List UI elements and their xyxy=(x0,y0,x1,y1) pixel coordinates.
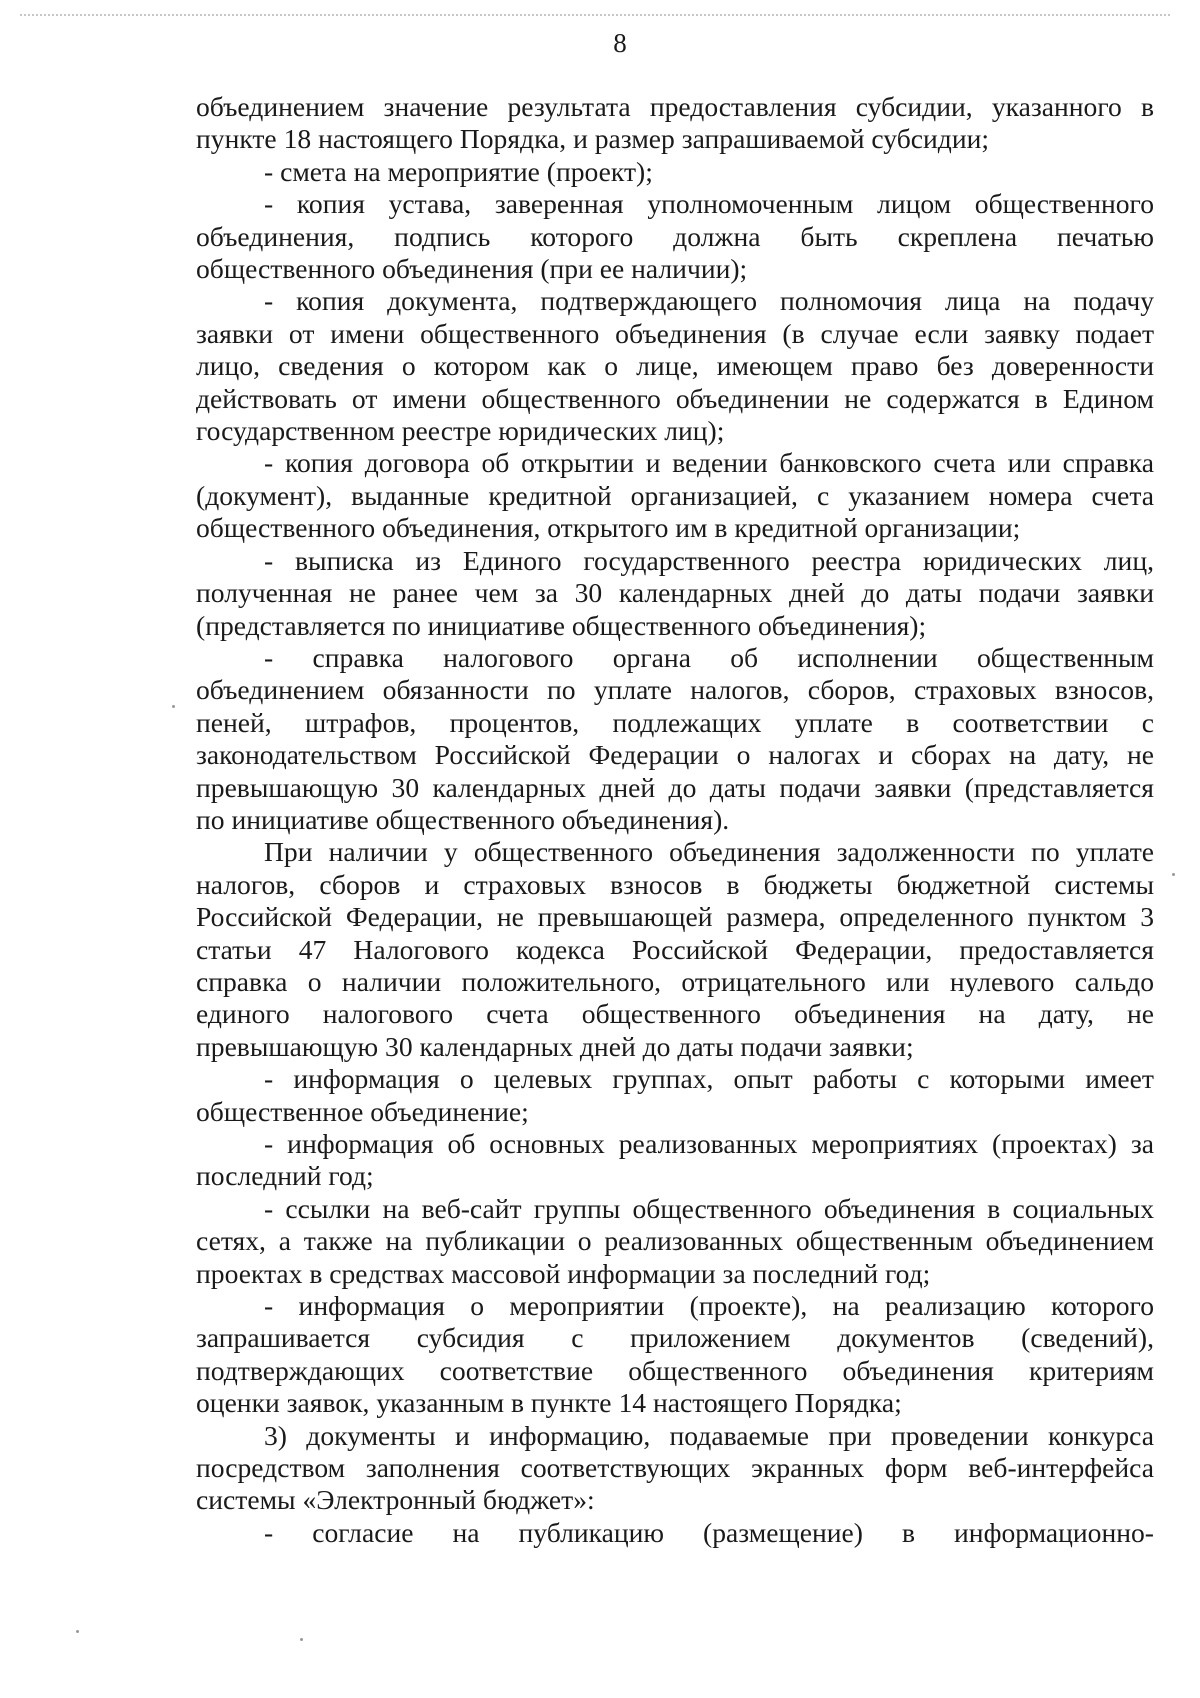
text-line: - информация об основных реализованных мероприятиях (проектах) за xyxy=(264,1128,1154,1159)
text-line: статьи 47 Налогового кодекса Российской Федерации, предоставляется xyxy=(196,933,1154,965)
text-line: (документ), выданные кредитной организацией, с указанием номера счета xyxy=(196,479,1154,511)
text-line: лицо, сведения о котором как о лице, имеющем право без доверенности xyxy=(196,350,1154,382)
text-line: справка о наличии положительного, отрицательного или нулевого сальдо xyxy=(196,965,1154,997)
scan-speck xyxy=(172,705,175,708)
scan-speck xyxy=(300,1638,303,1641)
text-line: запрашивается субсидия с приложением документов (сведений), xyxy=(196,1322,1154,1354)
text-line: Российской Федерации, не превышающей размера, определенного пунктом 3 xyxy=(196,901,1154,933)
body-text xyxy=(196,91,1154,1549)
scan-edge-artifact xyxy=(20,14,1170,20)
text-line: сетях, а также на публикации о реализованных общественным объединением xyxy=(196,1225,1154,1257)
text-line: системы «Электронный бюджет»: xyxy=(196,1484,595,1516)
scan-speck xyxy=(1172,873,1175,876)
text-line: - смета на мероприятие (проект); xyxy=(264,155,653,187)
text-line: общественное объединение; xyxy=(196,1095,529,1127)
text-line: 3) документы и информацию, подаваемые при проведении конкурса xyxy=(264,1419,1154,1451)
text-line: - информация о целевых группах, опыт работы с которыми имеет xyxy=(264,1063,1154,1095)
text-line: - копия документа, подтверждающего полномочия лица на подачу xyxy=(264,285,1154,317)
text-line: общественного объединения, открытого им в кредитной организации; xyxy=(196,512,1021,544)
text-line: - согласие на публикацию (размещение) в информационно- xyxy=(264,1516,1154,1548)
text-line: действовать от имени общественного объединении не содержатся в Едином xyxy=(196,382,1154,414)
text-line: единого налогового счета общественного объединения на дату, не xyxy=(196,998,1154,1030)
text-line: превышающую 30 календарных дней до даты подачи заявки; xyxy=(196,1030,914,1062)
text-line: пункте 18 настоящего Порядка, и размер запрашиваемой субсидии; xyxy=(196,123,990,155)
scan-speck xyxy=(76,1630,79,1633)
text-line: - копия устава, заверенная уполномоченным лицом общественного xyxy=(264,188,1154,220)
text-line: посредством заполнения соответствующих экранных форм веб-интерфейса xyxy=(196,1452,1154,1484)
text-line: объединением значение результата предоставления субсидии, указанного в xyxy=(196,91,1154,122)
document-body xyxy=(196,91,1154,1549)
text-line: - информация о мероприятии (проекте), на реализацию которого xyxy=(264,1290,1154,1322)
text-line: - выписка из Единого государственного реестра юридических лиц, xyxy=(264,544,1154,576)
page-number: 8 xyxy=(613,28,627,58)
text-line: превышающую 30 календарных дней до даты подачи заявки (представляется xyxy=(196,771,1154,803)
text-line: последний год; xyxy=(196,1160,374,1192)
text-line: При наличии у общественного объединения задолженности по уплате xyxy=(264,836,1154,868)
text-line: налогов, сборов и страховых взносов в бюджеты бюджетной системы xyxy=(196,868,1154,900)
text-line: законодательством Российской Федерации о налогах и сборах на дату, не xyxy=(196,739,1154,771)
text-line: - ссылки на веб-сайт группы общественного объединения в социальных xyxy=(264,1192,1154,1224)
text-line: объединения, подпись которого должна быть скреплена печатью xyxy=(196,220,1154,252)
text-line: пеней, штрафов, процентов, подлежащих уплате в соответствии с xyxy=(196,706,1154,738)
text-line: оценки заявок, указанным в пункте 14 настоящего Порядка; xyxy=(196,1387,902,1419)
text-line: - копия договора об открытии и ведении банковского счета или справка xyxy=(264,447,1154,479)
text-line: объединением обязанности по уплате налогов, сборов, страховых взносов, xyxy=(196,674,1154,706)
text-line: - справка налогового органа об исполнении общественным xyxy=(264,641,1154,673)
text-line: общественного объединения (при ее наличии); xyxy=(196,253,748,285)
text-line: подтверждающих соответствие общественного объединения критериям xyxy=(196,1354,1154,1386)
text-line: государственном реестре юридических лиц); xyxy=(196,415,725,447)
text-line: проектах в средствах массовой информации за последний год; xyxy=(196,1257,931,1289)
text-line: заявки от имени общественного объединения (в случае если заявку подает xyxy=(196,317,1154,349)
text-line: полученная не ранее чем за 30 календарных дней до даты подачи заявки xyxy=(196,577,1154,609)
text-line: по инициативе общественного объединения). xyxy=(196,803,730,835)
text-line: (представляется по инициативе общественного объединения); xyxy=(196,609,927,641)
